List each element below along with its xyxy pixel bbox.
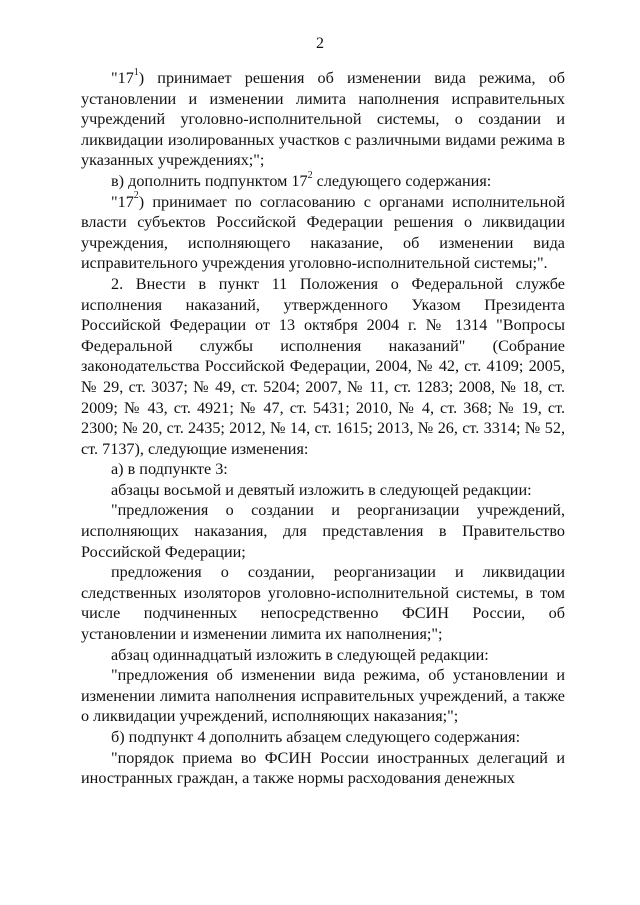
text-span: ) принимает решения об изменении вида режима, об установлении и изменении лимита наполнения исправительных учреждений уголовно-исполнительной системы, о создании и ликвидации изолированных участков с различными видами режима в указанных учреждениях;"; <box>81 69 565 170</box>
superscript: 2 <box>133 190 139 202</box>
paragraph-quote: "порядок приема во ФСИН России иностранных делегаций и иностранных граждан, а также нормы расходования денежных <box>81 748 565 788</box>
paragraph-quote: предложения о создании, реорганизации и ликвидации следственных изоляторов уголовно-исполнительной системы, в том числе подчиненных непосредственно ФСИН России, об установлении и изменении лимита их наполнения;"; <box>81 563 565 644</box>
paragraph-quote: "предложения об изменении вида режима, об установлении и изменении лимита наполнения исправительных учреждений, а также о ликвидации учреждений, исполняющих наказания;"; <box>81 666 565 726</box>
paragraph-item-2: 2. Внести в пункт 11 Положения о Федеральной службе исполнения наказаний, утвержденного Указом Президента Российской Федерации от 13 октября 2004 г. № 1314 "Вопросы Федеральной службы исполнения наказаний" (Собрание законодательства Российской Федерации, 2004, № 42, ст. 4109; 2005, № 29, ст. 3037; № 49, ст. 5204; 2007, № 11, ст. 1283; 2008, № 18, ст. 2009; № 43, ст. 4921; № 47, ст. 5431; 2010, № 4, ст. 368; № 19, ст. 2300; № 20, ст. 2435; 2012, № 14, ст. 1615; 2013, № 26, ст. 3314; № 52, ст. 7137), следующие изменения: <box>81 274 565 458</box>
text-span: "17 <box>111 192 134 211</box>
paragraph-instruction: абзац одиннадцатый изложить в следующей редакции: <box>111 645 489 664</box>
document-body <box>81 68 565 789</box>
text-span: в) дополнить подпунктом 17 <box>111 171 308 190</box>
superscript: 1 <box>133 66 139 78</box>
text-span: ) принимает по согласованию с органами исполнительной власти субъектов Российской Федерации решения о ликвидации учреждения, исполняющего наказание, об изменении вида исправительного учреждения уголовно-исполнительной системы;". <box>81 192 565 273</box>
superscript: 2 <box>307 169 313 181</box>
paragraph-subitem-17-1 <box>81 68 565 171</box>
paragraph-item-v <box>81 171 565 192</box>
paragraph-quote: "предложения о создании и реорганизации учреждений, исполняющих наказания, для представления в Правительство Российской Федерации; <box>81 501 565 561</box>
page-number: 2 <box>316 35 324 52</box>
text-span: "17 <box>111 69 134 87</box>
paragraph-subitem-17-2 <box>81 192 565 274</box>
paragraph-instruction: абзацы восьмой и девятый изложить в следующей редакции: <box>111 480 532 499</box>
paragraph-item-b: б) подпункт 4 дополнить абзацем следующего содержания: <box>111 728 521 746</box>
text-span: следующего содержания: <box>312 171 492 190</box>
paragraph-item-a: а) в подпункте 3: <box>111 460 228 479</box>
